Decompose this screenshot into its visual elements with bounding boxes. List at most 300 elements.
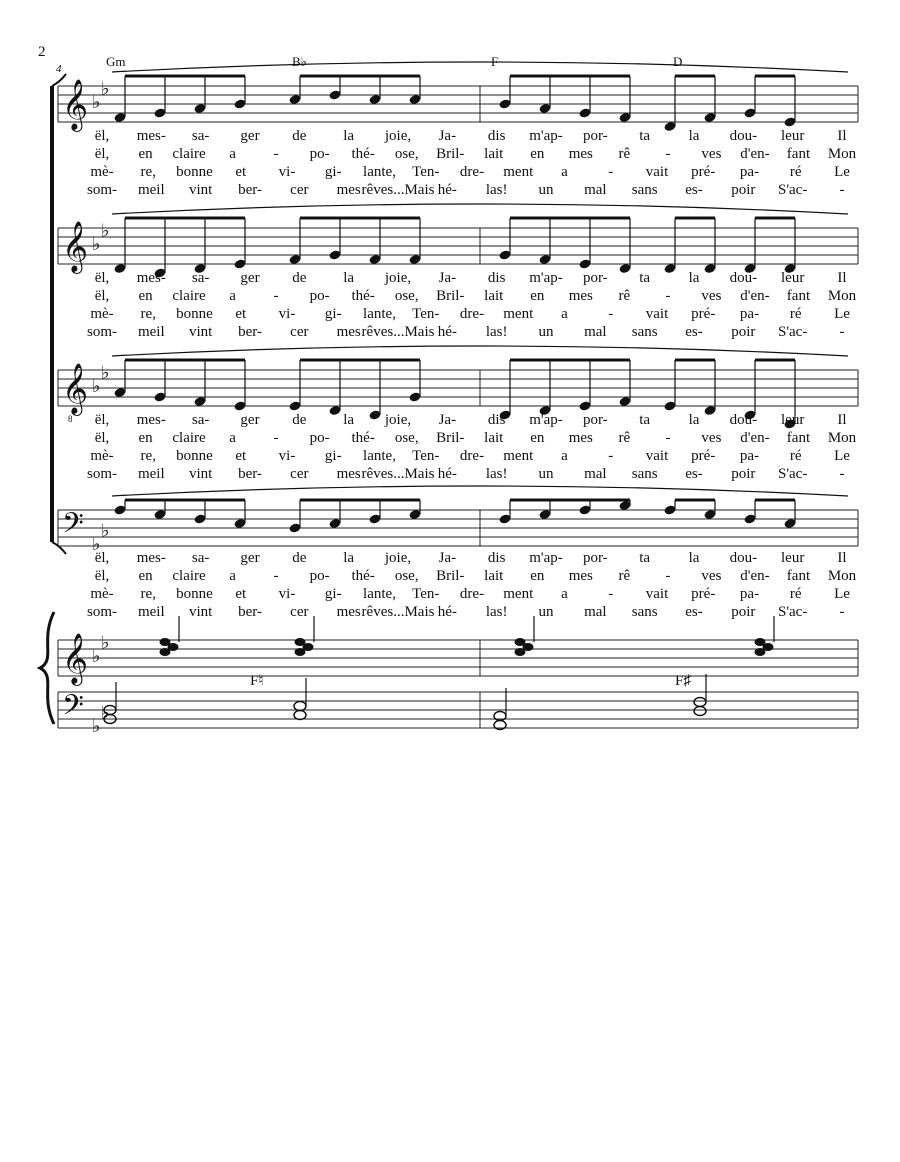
- lyric-syllable: et: [235, 306, 247, 322]
- lyric-syllable: la: [688, 412, 700, 428]
- note-head: [515, 648, 526, 656]
- lyric-syllable: -: [839, 182, 845, 198]
- lyric-syllable: Il: [837, 412, 847, 428]
- lyric-syllable: ël,: [94, 412, 110, 428]
- lyric-syllable: ose,: [394, 288, 419, 304]
- lyric-syllable: mè-: [90, 448, 114, 464]
- lyric-syllable: la: [688, 550, 700, 566]
- lyric-verse: [95, 288, 857, 304]
- lyric-syllable: las!: [485, 182, 508, 198]
- lyric-syllable: dis: [487, 128, 506, 144]
- lyric-syllable: pa-: [739, 448, 760, 464]
- lyric-syllable: poir: [731, 466, 756, 482]
- lyric-syllable: po-: [309, 430, 330, 446]
- lyric-syllable: -: [665, 430, 671, 446]
- lyric-syllable: mes-: [136, 270, 166, 286]
- note-head: [755, 648, 766, 656]
- lyric-syllable: -: [839, 466, 845, 482]
- lyric-syllable: la: [343, 550, 355, 566]
- lyric-verse: [95, 270, 847, 286]
- lyric-syllable: poir: [731, 324, 756, 340]
- lyric-syllable: thé-: [351, 568, 375, 584]
- lyric-syllable: por-: [582, 128, 608, 144]
- lyric-syllable: joie,: [384, 550, 412, 566]
- lyric-syllable: ves: [701, 288, 722, 304]
- lyric-syllable: ment: [503, 586, 534, 602]
- lyric-syllable: et: [235, 448, 247, 464]
- lyric-syllable: pré-: [691, 164, 716, 180]
- lyric-syllable: bonne: [176, 586, 213, 602]
- lyric-syllable: Ja-: [438, 412, 457, 428]
- lyric-syllable: d'en-: [740, 430, 770, 446]
- staff: [58, 79, 858, 133]
- lyric-syllable: dre-: [459, 586, 485, 602]
- lyric-syllable: Ja-: [438, 128, 457, 144]
- lyric-syllable: thé-: [351, 430, 375, 446]
- lyric-syllable: -: [273, 568, 279, 584]
- lyric-syllable: a: [229, 568, 236, 584]
- lyric-syllable: lait: [484, 288, 504, 304]
- lyric-syllable: es-: [685, 466, 703, 482]
- lyric-syllable: gi-: [324, 448, 342, 464]
- lyric-syllable: Le: [834, 586, 850, 602]
- lyric-syllable: m'ap-: [529, 128, 563, 144]
- key-flat: ♭: [92, 376, 101, 396]
- lyric-syllable: rêves...Mais: [361, 324, 435, 340]
- lyric-syllable: pré-: [691, 306, 716, 322]
- lyric-verse: [90, 586, 850, 602]
- lyric-syllable: es-: [685, 604, 703, 620]
- lyric-syllable: a: [229, 430, 236, 446]
- lyric-syllable: lante,: [363, 586, 396, 602]
- treble-clef: 𝄞: [62, 80, 89, 129]
- half-note-head: [294, 702, 306, 711]
- lyric-syllable: dis: [487, 270, 506, 286]
- lyric-syllable: Le: [834, 164, 850, 180]
- lyric-syllable: sans: [631, 604, 658, 620]
- lyric-syllable: hé-: [437, 466, 457, 482]
- lyric-syllable: vint: [188, 182, 213, 198]
- lyric-syllable: ta: [639, 412, 651, 428]
- lyric-syllable: m'ap-: [529, 550, 563, 566]
- lyric-syllable: en: [530, 430, 545, 446]
- lyric-syllable: leur: [781, 128, 805, 144]
- lyric-syllable: meil: [137, 324, 165, 340]
- lyric-syllable: d'en-: [740, 568, 770, 584]
- lyric-verse: [95, 128, 847, 144]
- lyric-syllable: ré: [789, 306, 802, 322]
- treble-clef: 𝄞: [62, 222, 89, 271]
- lyric-syllable: lante,: [363, 164, 396, 180]
- lyric-syllable: Il: [837, 270, 847, 286]
- lyric-syllable: a: [561, 164, 568, 180]
- lyric-syllable: -: [273, 288, 279, 304]
- octave-marker: 8: [68, 414, 73, 424]
- lyric-syllable: rêves...Mais: [361, 604, 435, 620]
- lyric-syllable: dre-: [459, 448, 485, 464]
- lyric-syllable: dre-: [459, 164, 485, 180]
- lyric-syllable: leur: [781, 550, 805, 566]
- lyric-syllable: pré-: [691, 448, 716, 464]
- lyric-syllable: dou-: [729, 550, 758, 566]
- lyric-syllable: Ten-: [412, 448, 440, 464]
- lyric-syllable: ger: [240, 412, 260, 428]
- lyric-syllable: fant: [786, 146, 811, 162]
- lyric-syllable: Mon: [827, 288, 857, 304]
- lyric-syllable: Ja-: [438, 550, 457, 566]
- lyric-syllable: dis: [487, 550, 506, 566]
- lyric-syllable: re,: [140, 586, 156, 602]
- lyric-syllable: sans: [631, 182, 658, 198]
- lyric-syllable: joie,: [384, 128, 412, 144]
- lyric-syllable: en: [530, 288, 545, 304]
- lyric-syllable: Mon: [827, 146, 857, 162]
- phrase-slur: [112, 204, 848, 214]
- lyric-syllable: -: [608, 164, 614, 180]
- lyric-verse: [90, 164, 850, 180]
- lyric-syllable: Le: [834, 306, 850, 322]
- lyric-syllable: mè-: [90, 164, 114, 180]
- lyric-syllable: rêves...Mais: [361, 182, 435, 198]
- lyric-syllable: en: [138, 146, 153, 162]
- lyric-syllable: re,: [140, 164, 156, 180]
- lyric-verse: [87, 604, 845, 620]
- lyric-syllable: vait: [645, 586, 669, 602]
- staff: [58, 509, 858, 554]
- lyric-syllable: ment: [503, 306, 534, 322]
- lyric-syllable: ose,: [394, 568, 419, 584]
- lyric-syllable: meil: [137, 604, 165, 620]
- lyric-syllable: en: [530, 146, 545, 162]
- lyric-syllable: ta: [639, 270, 651, 286]
- lyric-syllable: hé-: [437, 604, 457, 620]
- key-flat: ♭: [92, 534, 101, 554]
- lyric-syllable: ël,: [94, 288, 110, 304]
- lyric-syllable: et: [235, 586, 247, 602]
- lyric-syllable: a: [561, 586, 568, 602]
- lyric-syllable: de: [292, 270, 307, 286]
- lyric-syllable: po-: [309, 288, 330, 304]
- lyric-syllable: ël,: [94, 550, 110, 566]
- lyric-syllable: re,: [140, 306, 156, 322]
- lyric-syllable: poir: [731, 182, 756, 198]
- lyric-syllable: un: [538, 324, 554, 340]
- lyric-syllable: S'ac-: [777, 466, 808, 482]
- lyric-syllable: lante,: [363, 306, 396, 322]
- lyric-syllable: rê: [618, 288, 631, 304]
- piano-brace: [40, 612, 54, 724]
- lyric-syllable: es-: [685, 182, 703, 198]
- lyric-syllable: m'ap-: [529, 270, 563, 286]
- phrase-slur: [112, 486, 848, 496]
- lyric-syllable: sa-: [191, 128, 210, 144]
- bass-clef: 𝄢: [62, 691, 84, 728]
- lyric-syllable: lait: [484, 568, 504, 584]
- lyric-syllable: dou-: [729, 412, 758, 428]
- lyric-syllable: vi-: [278, 164, 296, 180]
- note-head: [160, 648, 171, 656]
- lyric-syllable: un: [538, 604, 554, 620]
- lyric-syllable: ger: [240, 270, 260, 286]
- lyric-syllable: sa-: [191, 412, 210, 428]
- lyric-syllable: ose,: [394, 430, 419, 446]
- lyric-syllable: ves: [701, 146, 722, 162]
- lyric-syllable: Mon: [827, 430, 857, 446]
- lyric-syllable: mes: [336, 324, 361, 340]
- lyric-syllable: Il: [837, 128, 847, 144]
- piano-notes: [104, 616, 774, 730]
- lyric-syllable: Le: [834, 448, 850, 464]
- lyric-syllable: mes: [336, 604, 361, 620]
- lyric-syllable: mes-: [136, 550, 166, 566]
- lyric-syllable: -: [608, 586, 614, 602]
- lyric-syllable: por-: [582, 270, 608, 286]
- lyric-syllable: ré: [789, 586, 802, 602]
- lyric-syllable: en: [138, 430, 153, 446]
- lyric-syllable: sans: [631, 466, 658, 482]
- key-flat: ♭: [101, 220, 110, 241]
- lyric-syllable: re,: [140, 448, 156, 464]
- lyric-syllable: ta: [639, 550, 651, 566]
- lyric-syllable: rêves...Mais: [361, 466, 435, 482]
- chord-symbol: B♭: [292, 54, 307, 69]
- lyric-syllable: joie,: [384, 270, 412, 286]
- lyric-syllable: vait: [645, 448, 669, 464]
- lyric-syllable: thé-: [351, 146, 375, 162]
- chord-symbol: D: [673, 54, 683, 69]
- lyric-syllable: meil: [137, 466, 165, 482]
- lyric-syllable: por-: [582, 550, 608, 566]
- lyric-syllable: d'en-: [740, 288, 770, 304]
- lyric-syllable: ves: [701, 430, 722, 446]
- lyric-syllable: las!: [485, 604, 508, 620]
- lyric-verse: [95, 412, 847, 428]
- half-note-head: [694, 698, 706, 707]
- lyric-syllable: leur: [781, 412, 805, 428]
- key-flat: ♭: [101, 702, 110, 723]
- lyric-syllable: Ten-: [412, 164, 440, 180]
- lyric-syllable: ment: [503, 164, 534, 180]
- lyric-syllable: dre-: [459, 306, 485, 322]
- key-flat: ♭: [101, 362, 110, 383]
- lyric-syllable: Bril-: [436, 430, 465, 446]
- lyric-syllable: cer: [290, 466, 309, 482]
- lyric-syllable: -: [665, 146, 671, 162]
- bass-clef: 𝄢: [62, 509, 84, 546]
- lyric-syllable: rê: [618, 146, 631, 162]
- lyric-syllable: ré: [789, 448, 802, 464]
- lyric-syllable: las!: [485, 466, 508, 482]
- lyric-syllable: fant: [786, 568, 811, 584]
- lyric-syllable: mè-: [90, 586, 114, 602]
- lyric-syllable: Ja-: [438, 270, 457, 286]
- piano-chord-label: F♯: [675, 673, 691, 689]
- lyric-verse: [95, 430, 857, 446]
- lyric-syllable: ose,: [394, 146, 419, 162]
- lyric-syllable: dis: [487, 412, 506, 428]
- lyric-syllable: en: [530, 568, 545, 584]
- note-head: [295, 648, 306, 656]
- lyric-syllable: mè-: [90, 306, 114, 322]
- half-note-head: [694, 707, 706, 716]
- lyric-syllable: a: [561, 306, 568, 322]
- lyric-syllable: -: [608, 448, 614, 464]
- lyric-syllable: ré: [789, 164, 802, 180]
- lyric-syllable: mes: [336, 182, 361, 198]
- lyric-syllable: -: [839, 604, 845, 620]
- lyric-syllable: -: [608, 306, 614, 322]
- lyric-syllable: et: [235, 164, 247, 180]
- lyric-syllable: pa-: [739, 164, 760, 180]
- lyric-syllable: cer: [290, 182, 309, 198]
- lyric-verse: [87, 182, 845, 198]
- lyric-syllable: claire: [172, 288, 206, 304]
- lyric-syllable: sa-: [191, 550, 210, 566]
- lyric-syllable: ël,: [94, 568, 110, 584]
- lyric-syllable: ël,: [94, 128, 110, 144]
- lyric-syllable: mes-: [136, 412, 166, 428]
- measure-number: 4: [56, 63, 62, 75]
- lyric-syllable: ber-: [238, 182, 262, 198]
- lyric-syllable: po-: [309, 146, 330, 162]
- lyric-syllable: es-: [685, 324, 703, 340]
- lyric-syllable: la: [688, 128, 700, 144]
- lyric-syllable: som-: [87, 466, 117, 482]
- key-flat: ♭: [92, 646, 101, 666]
- lyric-syllable: gi-: [324, 306, 342, 322]
- lyric-syllable: mes: [568, 146, 593, 162]
- lyric-syllable: vi-: [278, 448, 296, 464]
- lyric-syllable: la: [343, 270, 355, 286]
- staff: [58, 221, 858, 275]
- lyric-syllable: dou-: [729, 128, 758, 144]
- lyric-syllable: Il: [837, 550, 847, 566]
- lyric-syllable: un: [538, 182, 554, 198]
- lyric-syllable: en: [138, 568, 153, 584]
- lyric-syllable: sans: [631, 324, 658, 340]
- lyric-syllable: fant: [786, 288, 811, 304]
- lyric-syllable: mal: [584, 182, 607, 198]
- chord-symbol: F: [491, 54, 499, 69]
- lyric-syllable: bonne: [176, 164, 213, 180]
- key-flat: ♭: [101, 520, 110, 541]
- lyric-syllable: -: [839, 324, 845, 340]
- key-flat: ♭: [101, 78, 110, 99]
- lyric-syllable: pré-: [691, 586, 716, 602]
- lyric-syllable: de: [292, 128, 307, 144]
- lyric-syllable: claire: [172, 568, 206, 584]
- lyric-syllable: rê: [618, 568, 631, 584]
- lyric-syllable: lait: [484, 146, 504, 162]
- lyric-syllable: hé-: [437, 182, 457, 198]
- lyric-syllable: Mon: [827, 568, 857, 584]
- lyric-syllable: ber-: [238, 324, 262, 340]
- lyric-syllable: a: [229, 146, 236, 162]
- lyric-syllable: vint: [188, 324, 213, 340]
- lyric-syllable: vi-: [278, 306, 296, 322]
- lyric-syllable: un: [538, 466, 554, 482]
- lyric-syllable: la: [343, 412, 355, 428]
- lyric-syllable: S'ac-: [777, 604, 808, 620]
- lyric-syllable: vait: [645, 306, 669, 322]
- page-number: 2: [38, 44, 46, 60]
- lyric-syllable: mal: [584, 604, 607, 620]
- staff: [58, 691, 858, 736]
- lyric-syllable: Bril-: [436, 568, 465, 584]
- lyric-syllable: mes: [568, 568, 593, 584]
- lyric-syllable: por-: [582, 412, 608, 428]
- lyric-syllable: Ten-: [412, 586, 440, 602]
- lyric-syllable: las!: [485, 324, 508, 340]
- lyric-syllable: Ten-: [412, 306, 440, 322]
- lyric-syllable: cer: [290, 324, 309, 340]
- lyric-syllable: claire: [172, 430, 206, 446]
- lyric-syllable: la: [688, 270, 700, 286]
- lyric-syllable: de: [292, 550, 307, 566]
- lyric-syllable: ël,: [94, 430, 110, 446]
- phrase-slur: [112, 346, 848, 356]
- treble-clef: 𝄞: [62, 364, 89, 413]
- lyric-syllable: la: [343, 128, 355, 144]
- lyric-syllable: gi-: [324, 586, 342, 602]
- lyric-syllable: m'ap-: [529, 412, 563, 428]
- half-note-head: [294, 711, 306, 720]
- lyric-verse: [87, 466, 845, 482]
- lyric-syllable: mes: [568, 288, 593, 304]
- lyric-syllable: gi-: [324, 164, 342, 180]
- lyric-syllable: vint: [188, 466, 213, 482]
- lyric-syllable: mal: [584, 466, 607, 482]
- lyric-syllable: rê: [618, 430, 631, 446]
- lyric-syllable: -: [273, 430, 279, 446]
- lyric-syllable: ment: [503, 448, 534, 464]
- lyric-syllable: ber-: [238, 604, 262, 620]
- lyric-syllable: po-: [309, 568, 330, 584]
- lyric-syllable: pa-: [739, 306, 760, 322]
- lyric-verse: [90, 306, 850, 322]
- lyric-syllable: fant: [786, 430, 811, 446]
- lyric-syllable: thé-: [351, 288, 375, 304]
- lyric-syllable: bonne: [176, 306, 213, 322]
- key-flat: ♭: [92, 716, 101, 736]
- lyric-syllable: Bril-: [436, 288, 465, 304]
- key-flat: ♭: [92, 234, 101, 254]
- lyric-syllable: lait: [484, 430, 504, 446]
- lyric-syllable: poir: [731, 604, 756, 620]
- lyric-syllable: S'ac-: [777, 324, 808, 340]
- lyric-syllable: a: [229, 288, 236, 304]
- lyric-syllable: leur: [781, 270, 805, 286]
- treble-clef: 𝄞: [62, 634, 89, 683]
- lyric-syllable: -: [273, 146, 279, 162]
- key-flat: ♭: [101, 632, 110, 653]
- lyric-syllable: vait: [645, 164, 669, 180]
- lyric-verse: [95, 550, 847, 566]
- lyric-syllable: -: [665, 288, 671, 304]
- lyric-syllable: dou-: [729, 270, 758, 286]
- lyric-syllable: som-: [87, 604, 117, 620]
- lyric-syllable: S'ac-: [777, 182, 808, 198]
- lyric-verse: [95, 146, 857, 162]
- lyric-syllable: claire: [172, 146, 206, 162]
- lyric-syllable: som-: [87, 324, 117, 340]
- lyric-syllable: ves: [701, 568, 722, 584]
- chord-symbol: Gm: [106, 54, 126, 69]
- lyric-verse: [95, 568, 857, 584]
- lyric-syllable: ël,: [94, 270, 110, 286]
- lyric-syllable: ger: [240, 550, 260, 566]
- key-flat: ♭: [92, 92, 101, 112]
